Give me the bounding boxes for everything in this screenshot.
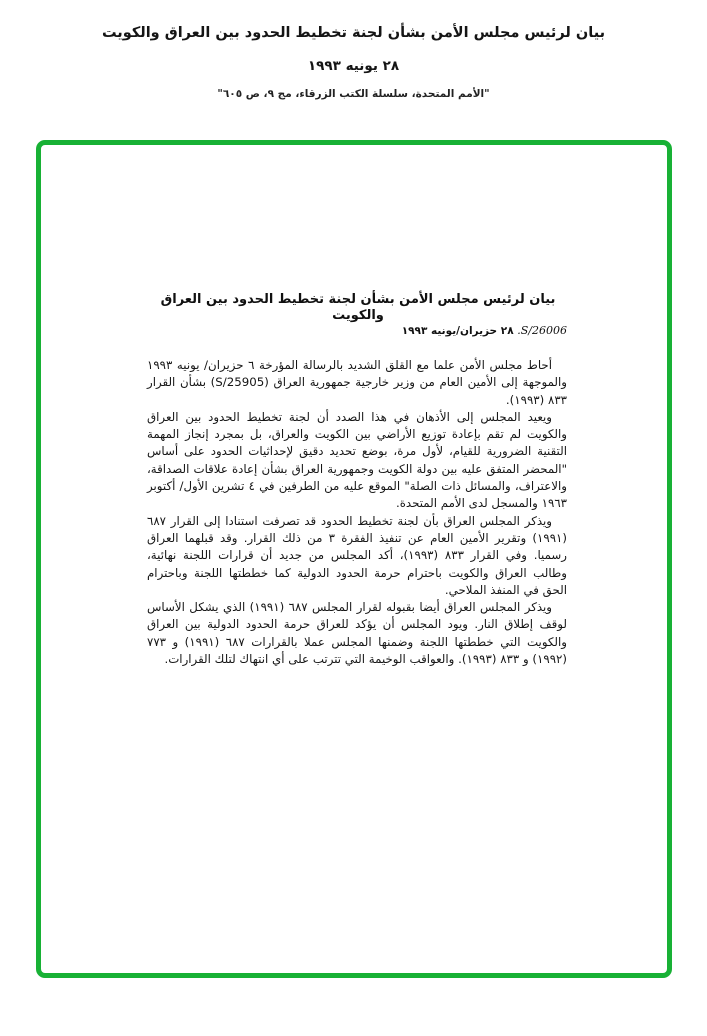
page-source-citation: "الأمم المتحدة، سلسلة الكتب الزرقاء، مج ٩، ص ٦٠٥": [217, 87, 490, 100]
document-page: [41, 145, 667, 973]
document-date: ٢٨ حزيران/يونيه ١٩٩٣: [401, 325, 514, 337]
paragraph-1: أحاط مجلس الأمن علما مع القلق الشديد بالرسالة المؤرخة ٦ حزيران/ يونيه ١٩٩٣ والموجهة إلى الأمين العام من وزير خارجية جمهورية العراق (S/25905) بشأن القرار ٨٣٣ (١٩٩٣).: [147, 358, 567, 407]
document-title: بيان لرئيس مجلس الأمن بشأن لجنة تخطيط الحدود بين العراق والكويت: [160, 292, 556, 324]
document-body: [147, 357, 567, 668]
page-title: بيان لرئيس مجلس الأمن بشأن لجنة تخطيط الحدود بين العراق والكويت: [101, 25, 606, 41]
page-header: [0, 24, 707, 100]
document-reference: [147, 324, 567, 337]
document-symbol: S/26006.: [517, 324, 567, 337]
highlight-box: [36, 140, 672, 978]
paragraph-2: ويعيد المجلس إلى الأذهان في هذا الصدد أن لجنة تخطيط الحدود بين العراق والكويت لم تقم بإعادة توزيع الأراضي بين الكويت والعراق، بل بمجرد إنجاز المهمة التقنية الضرورية للقيام، لأول مرة، بوضع تحديد دقيق لإحداثيات الحدود على أساس "المحضر المتفق عليه بين دولة الكويت وجمهورية العراق بشأن إعادة علاقات الصداقة، والاعتراف، والمسائل ذات الصلة" الموقع عليه من الطرفين في ٤ تشرين الأول/ أكتوبر ١٩٦٣ والمسجل لدى الأمم المتحدة.: [147, 409, 567, 511]
paragraph-4: ويذكر المجلس العراق أيضا بقبوله لقرار المجلس ٦٨٧ (١٩٩١) الذي يشكل الأساس لوقف إطلاق النار. ويود المجلس أن يؤكد للعراق حرمة الحدود الدولية بين العراق والكويت التي خططتها اللجنة وضمنها المجلس عملا بالقرارات ٦٨٧ (١٩٩١) و ٧٧٣ (١٩٩٢) و ٨٣٣ (١٩٩٣). والعواقب الوخيمة التي تترتب على أي انتهاك لتلك القرارات.: [147, 600, 567, 667]
page-date: ٢٨ يونيه ١٩٩٣: [307, 57, 400, 74]
paragraph-3: ويذكر المجلس العراق بأن لجنة تخطيط الحدود قد تصرفت استنادا إلى القرار ٦٨٧ (١٩٩١) وتقرير الأمين العام عن تنفيذ الفقرة ٣ من ذلك القرار. وقد قبلهما العراق رسميا. وفي القرار ٨٣٣ (١٩٩٣)، أكد المجلس من جديد أن قرارات اللجنة نهائية، وطالب العراق والكويت باحترام حرمة الحدود الدولية كما خططتها اللجنة وباحترام الحق في المنفذ الملاحي.: [147, 513, 567, 597]
